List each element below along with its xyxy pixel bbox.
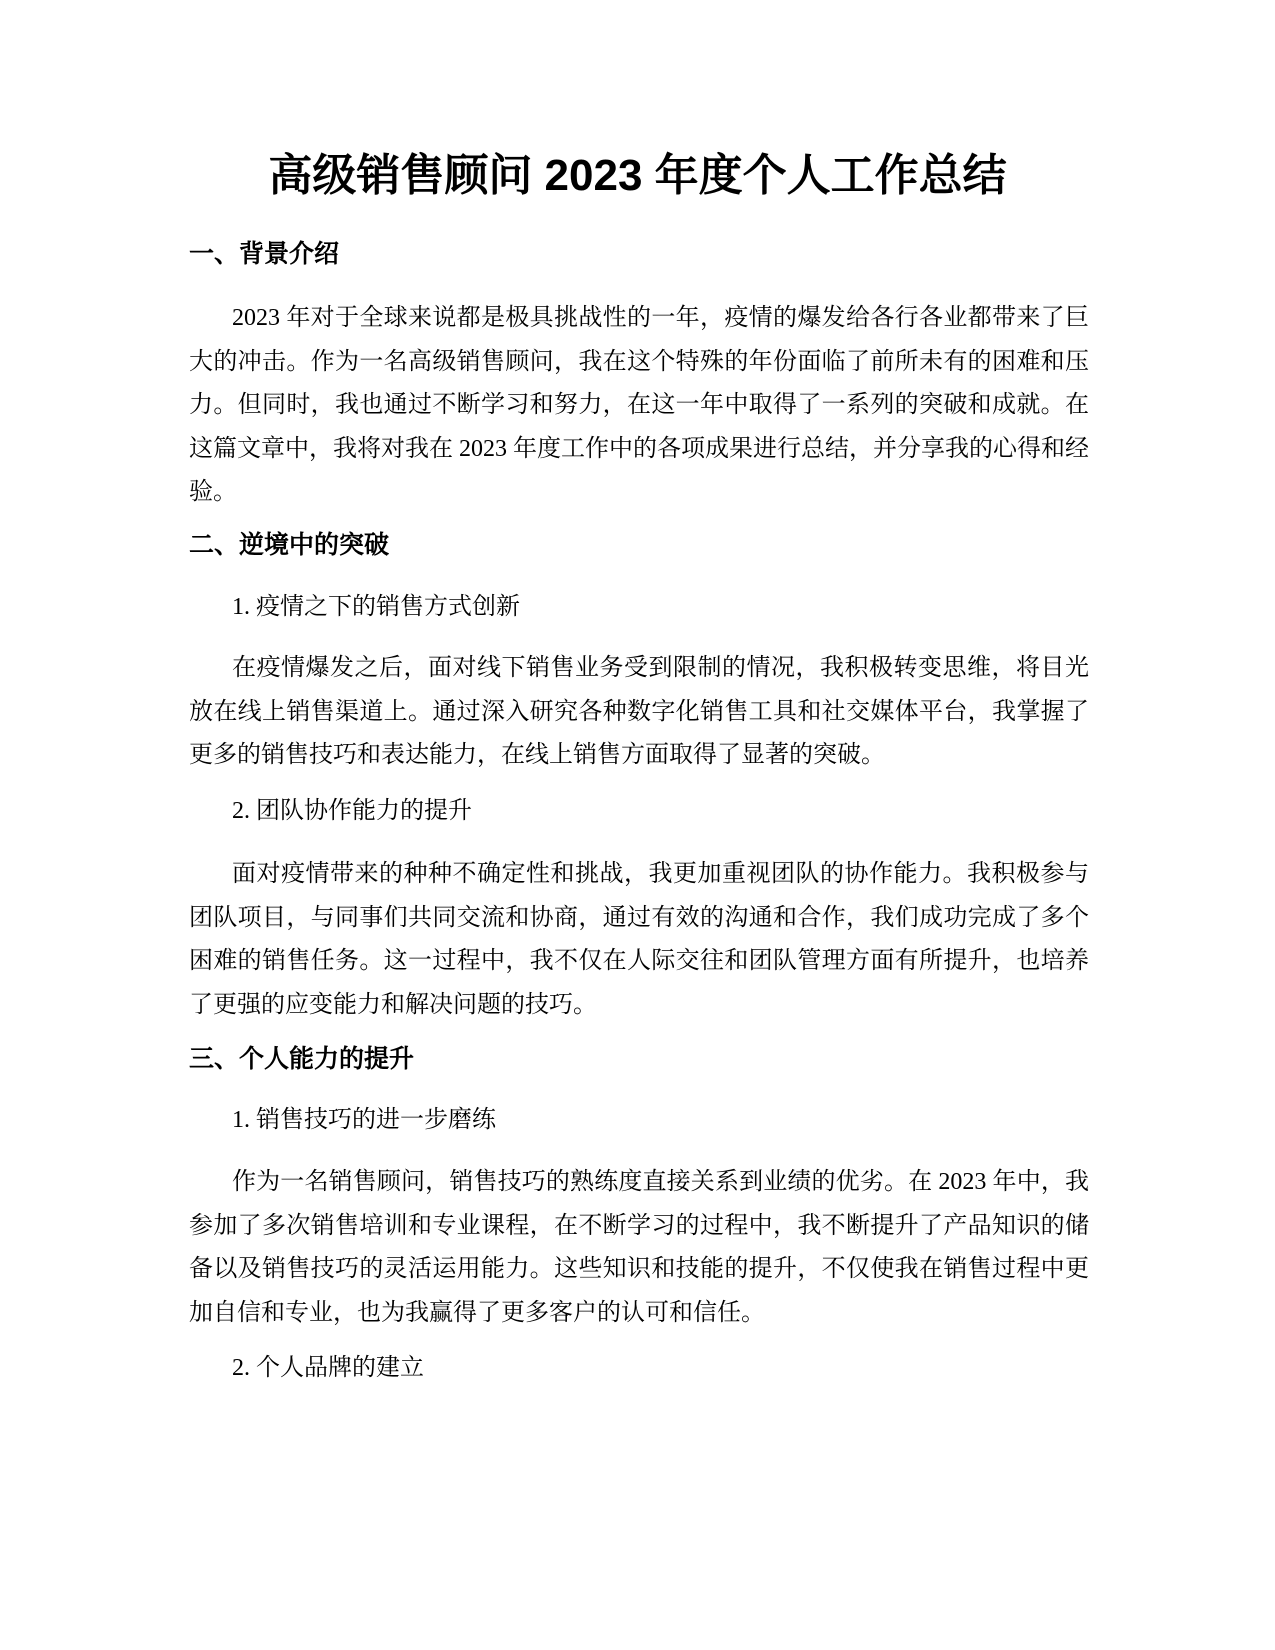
paragraph-background: 2023 年对于全球来说都是极具挑战性的一年，疫情的爆发给各行各业都带来了巨大的冲击。作为一名高级销售顾问，我在这个特殊的年份面临了前所未有的困难和压力。但同时，我也通过不断学习和努力，在这一年中取得了一系列的突破和成就。在这篇文章中，我将对我在 2023 年度工作中的各项成果进行总结，并分享我的心得和经验。 [189, 305, 1089, 505]
section-heading-breakthrough: 二、逆境中的突破 [189, 531, 390, 559]
section-heading-personal-ability: 三、个人能力的提升 [189, 1045, 415, 1073]
paragraph-sales-innovation: 在疫情爆发之后，面对线下销售业务受到限制的情况，我积极转变思维，将目光放在线上销售渠道上。通过深入研究各种数字化销售工具和社交媒体平台，我掌握了更多的销售技巧和表达能力，在线上销售方面取得了显著的突破。 [189, 655, 1089, 768]
paragraph-sales-skills: 作为一名销售顾问，销售技巧的熟练度直接关系到业绩的优劣。在 2023 年中，我参加了多次销售培训和专业课程，在不断学习的过程中，我不断提升了产品知识的储备以及销售技巧的灵活运用能力。这些知识和技能的提升，不仅使我在销售过程中更加自信和专业，也为我赢得了更多客户的认可和信任。 [189, 1169, 1089, 1326]
section-heading-background: 一、背景介绍 [189, 240, 340, 268]
paragraph-teamwork: 面对疫情带来的种种不确定性和挑战，我更加重视团队的协作能力。我积极参与团队项目，与同事们共同交流和协商，通过有效的沟通和合作，我们成功完成了多个困难的销售任务。这一过程中，我不仅在人际交往和团队管理方面有所提升，也培养了更强的应变能力和解决问题的技巧。 [189, 861, 1089, 1018]
subsection-title-teamwork: 2. 团队协作能力的提升 [232, 798, 472, 824]
subsection-title-sales-innovation: 1. 疫情之下的销售方式创新 [232, 594, 520, 620]
document-title: 高级销售顾问 2023 年度个人工作总结 [268, 151, 1007, 200]
subsection-title-personal-brand: 2. 个人品牌的建立 [232, 1355, 424, 1381]
subsection-title-sales-skills: 1. 销售技巧的进一步磨练 [232, 1107, 496, 1133]
